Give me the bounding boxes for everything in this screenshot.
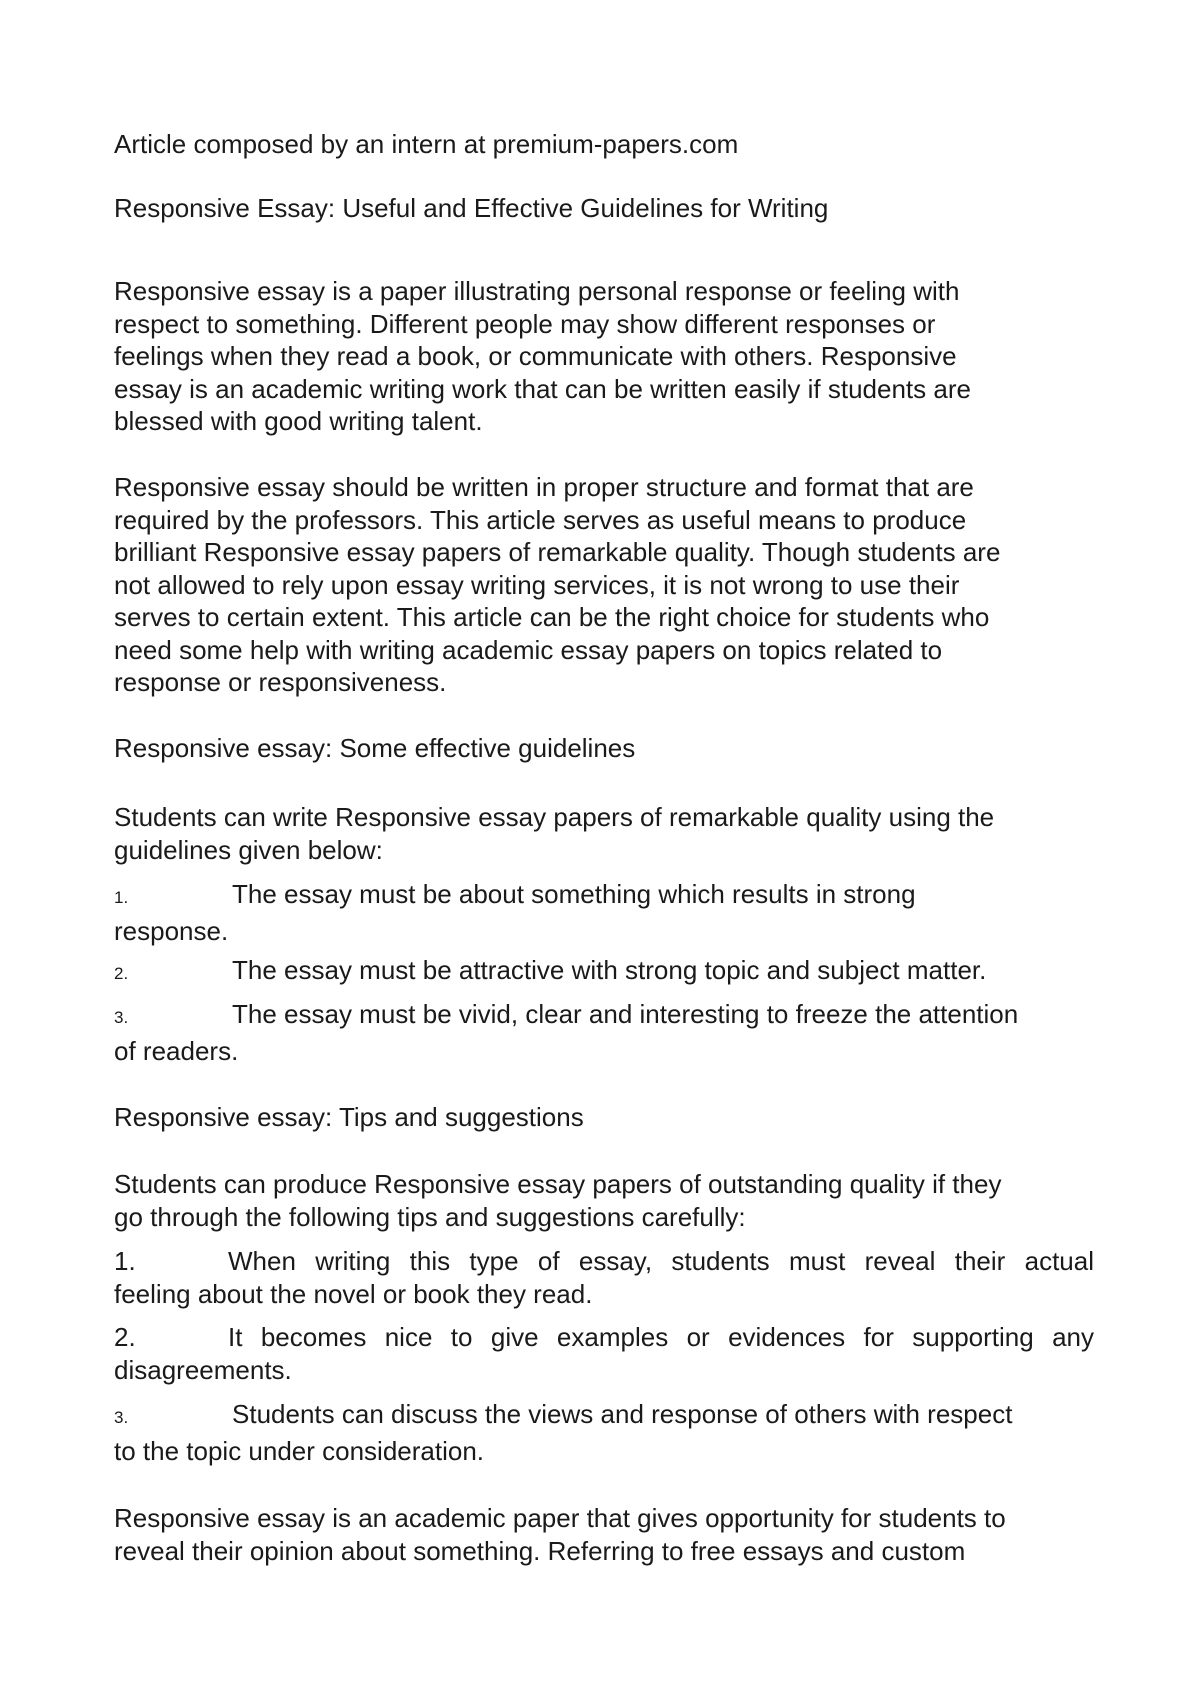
list-number: 3. xyxy=(114,1008,129,1027)
guideline-item xyxy=(114,998,1094,1067)
list-item-text: It becomes nice to give examples or evidences for supporting any xyxy=(228,1322,1094,1352)
paragraph-line: Responsive essay is an academic paper that gives opportunity for students to xyxy=(114,1503,1006,1533)
paragraph-line: go through the following tips and suggestions carefully: xyxy=(114,1201,746,1232)
tip-item xyxy=(114,1321,1094,1386)
list-item-continuation: response. xyxy=(114,915,229,946)
paragraph-line: reveal their opinion about something. Referring to free essays and custom xyxy=(114,1535,966,1566)
paragraph-line: not allowed to rely upon essay writing services, it is not wrong to use their xyxy=(114,569,960,600)
list-number: 3. xyxy=(114,1408,129,1427)
section-heading-guidelines: Responsive essay: Some effective guidelines xyxy=(114,733,636,763)
list-item-text: When writing this type of essay, students must reveal their actual xyxy=(228,1246,1094,1276)
paragraph-line: Responsive essay is a paper illustrating personal response or feeling with xyxy=(114,276,960,306)
list-item-continuation: disagreements. xyxy=(114,1354,292,1385)
paragraph-intro xyxy=(114,275,1094,438)
list-item-continuation: feeling about the novel or book they read. xyxy=(114,1278,593,1309)
paragraph-line: response or responsiveness. xyxy=(114,667,447,697)
list-item-text: The essay must be about something which results in strong xyxy=(232,879,916,909)
section-heading-tips: Responsive essay: Tips and suggestions xyxy=(114,1102,584,1132)
paragraph-line: brilliant Responsive essay papers of remarkable quality. Though students are xyxy=(114,537,1001,567)
tip-item xyxy=(114,1398,1094,1467)
paragraph-line: required by the professors. This article serves as useful means to produce xyxy=(114,504,967,535)
list-number: 2. xyxy=(114,1322,136,1352)
paragraph-line: respect to something. Different people may show different responses or xyxy=(114,308,936,339)
list-item-continuation: to the topic under consideration. xyxy=(114,1435,485,1466)
paragraph-line: Students can produce Responsive essay papers of outstanding quality if they xyxy=(114,1169,1002,1199)
paragraph-line: feelings when they read a book, or communicate with others. Responsive xyxy=(114,341,957,371)
guideline-item xyxy=(114,878,1094,947)
paragraph-line: Students can write Responsive essay papers of remarkable quality using the xyxy=(114,802,995,832)
list-number: 2. xyxy=(114,964,129,983)
credit-line: Article composed by an intern at premium-papers.com xyxy=(114,129,739,159)
paragraph-line: need some help with writing academic essay papers on topics related to xyxy=(114,634,943,665)
paragraph-line: guidelines given below: xyxy=(114,834,383,865)
list-item-text: Students can discuss the views and response of others with respect xyxy=(232,1399,1013,1429)
paragraph-line: Responsive essay should be written in proper structure and format that are xyxy=(114,472,974,502)
paragraph-line: serves to certain extent. This article can be the right choice for students who xyxy=(114,602,990,632)
list-item-text: The essay must be attractive with strong topic and subject matter. xyxy=(232,955,987,985)
list-number: 1. xyxy=(114,1246,136,1276)
paragraph-line: essay is an academic writing work that can be written easily if students are xyxy=(114,373,971,404)
list-item-text: The essay must be vivid, clear and interesting to freeze the attention xyxy=(232,999,1019,1029)
document-title: Responsive Essay: Useful and Effective Guidelines for Writing xyxy=(114,193,829,223)
tips-intro xyxy=(114,1168,1094,1233)
paragraph-closing xyxy=(114,1502,1094,1567)
guidelines-intro xyxy=(114,801,1094,866)
list-number: 1. xyxy=(114,888,129,907)
paragraph-line: blessed with good writing talent. xyxy=(114,406,483,436)
paragraph-structure xyxy=(114,471,1094,699)
list-item-continuation: of readers. xyxy=(114,1035,239,1066)
guideline-item xyxy=(114,954,1094,991)
tip-item xyxy=(114,1245,1094,1310)
